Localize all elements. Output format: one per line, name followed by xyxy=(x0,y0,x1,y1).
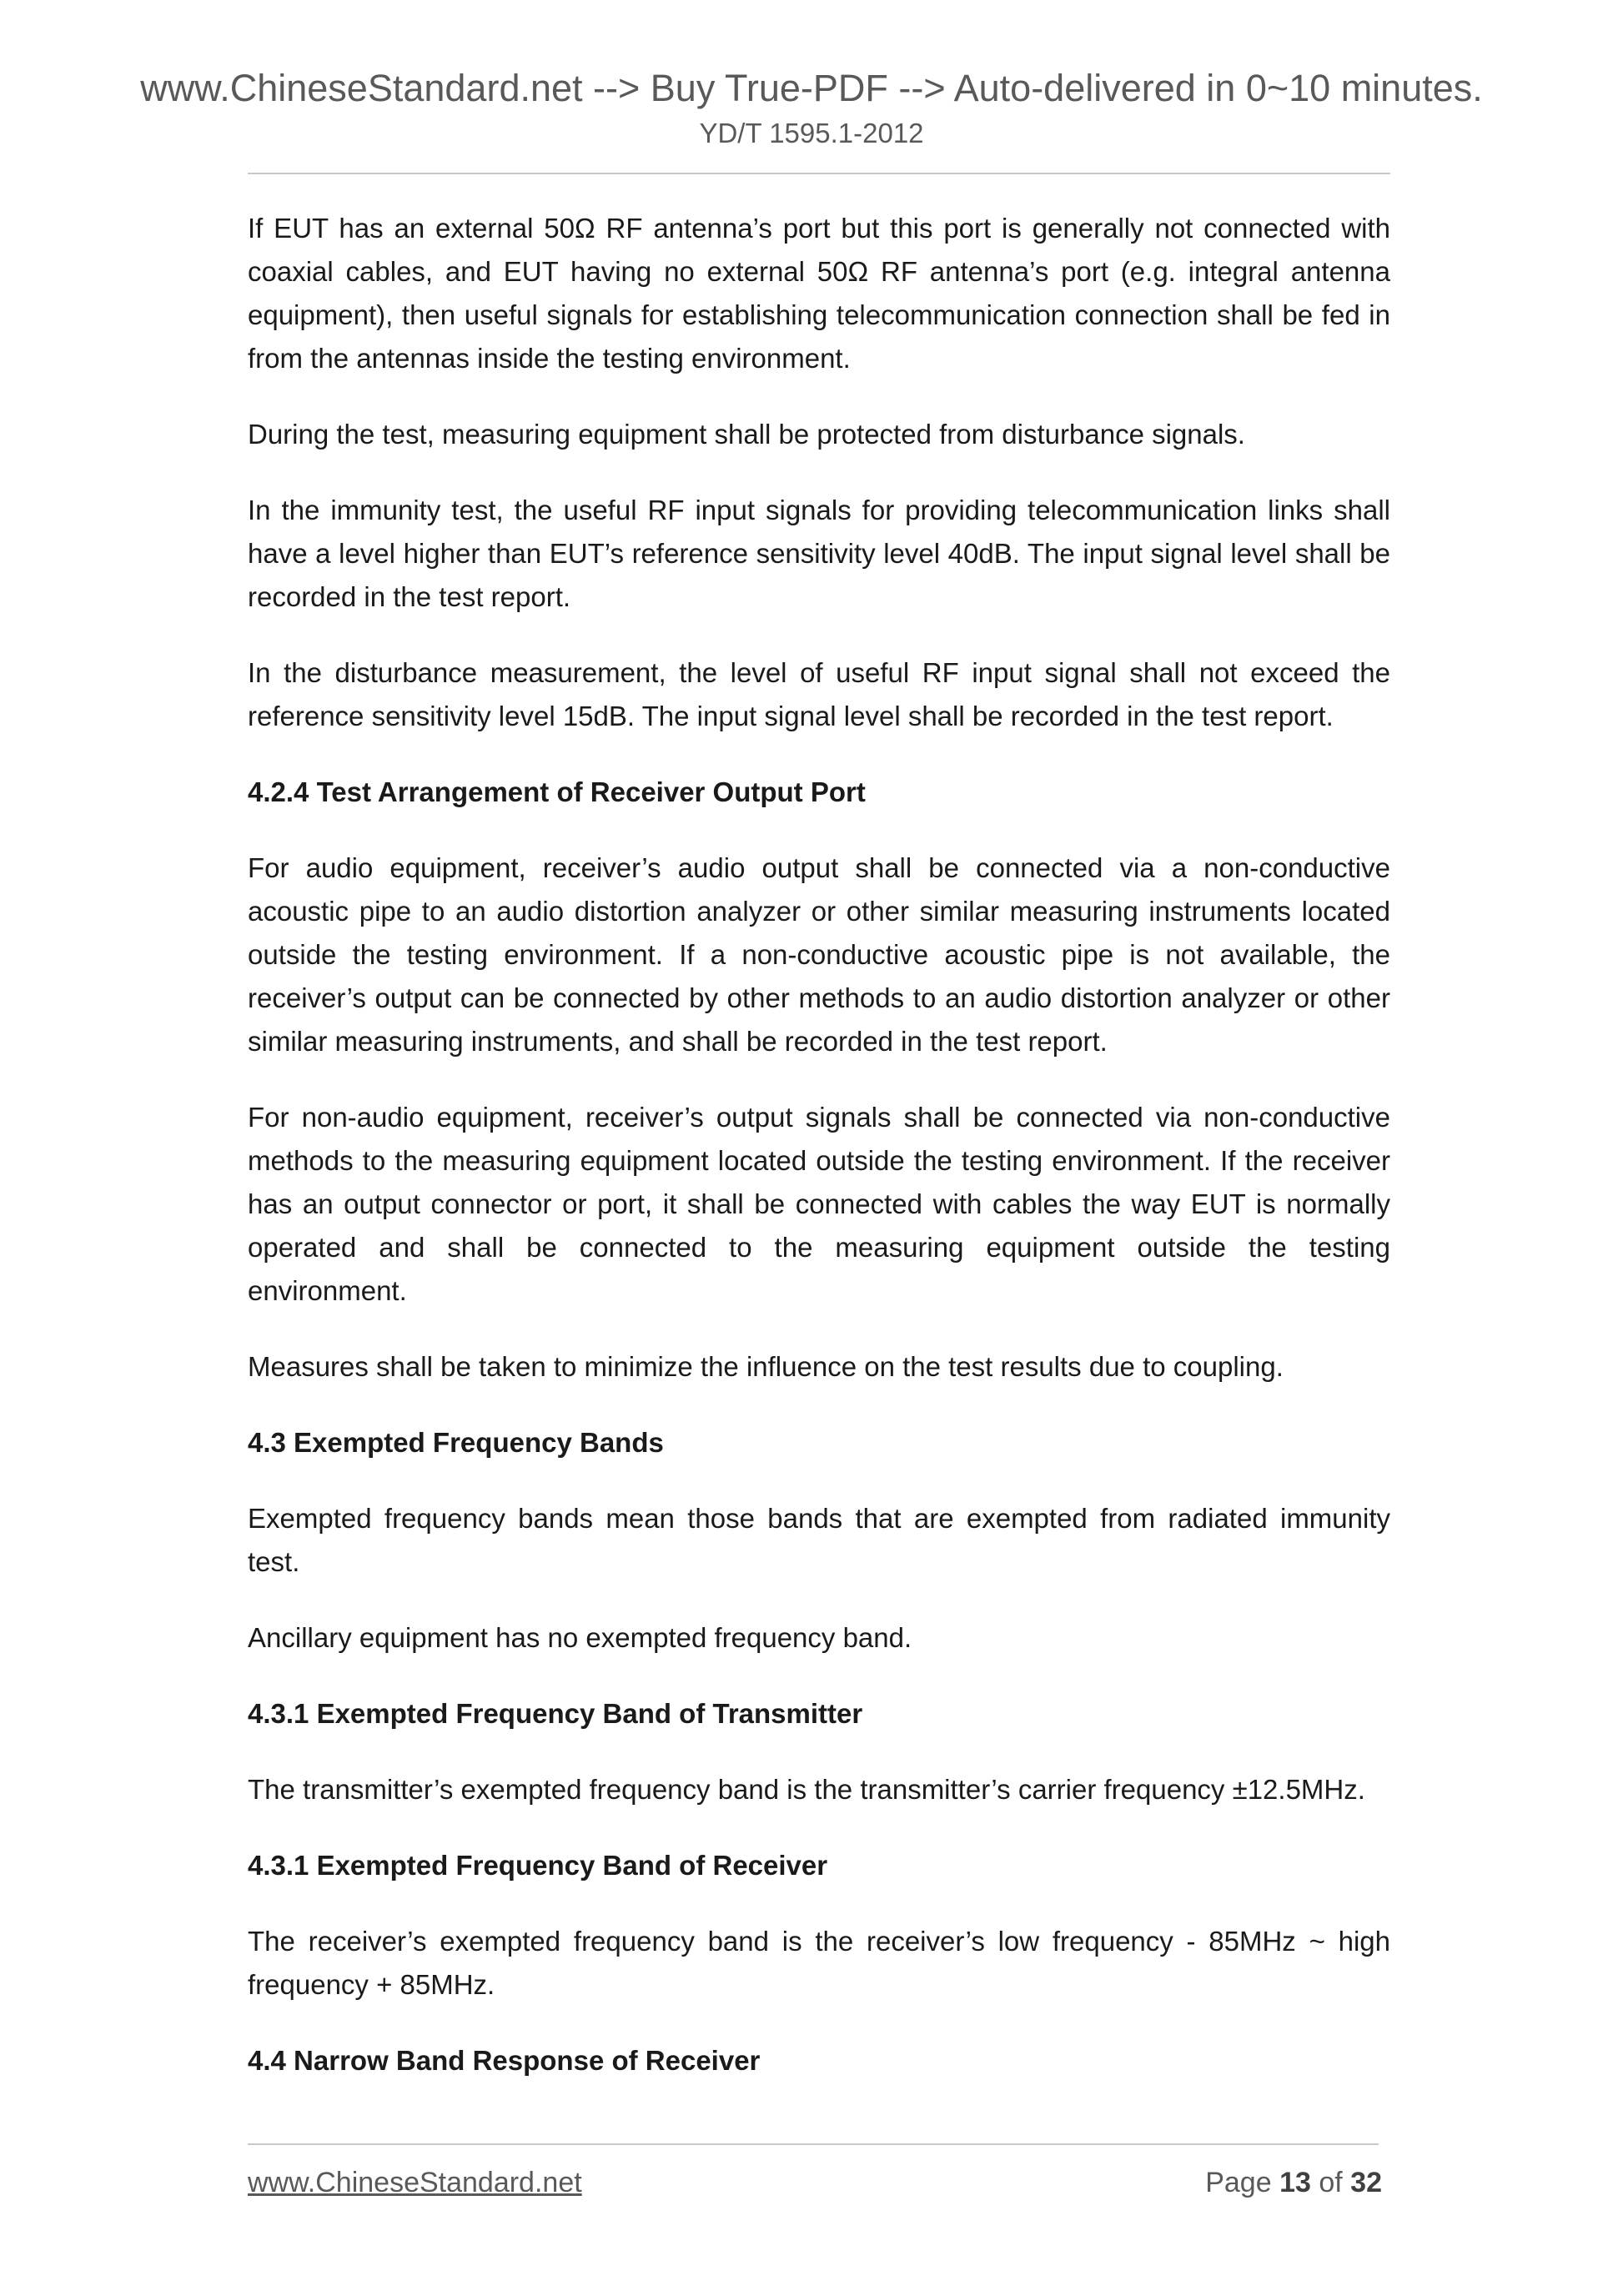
paragraph-receiver-band: The receiver’s exempted frequency band is the receiver’s low frequency - 85MHz ~ high frequency + 85MHz. xyxy=(248,1926,1390,2000)
section-heading-4-2-4: 4.2.4 Test Arrangement of Receiver Output Port xyxy=(248,776,866,807)
page-current: 13 xyxy=(1279,2167,1311,2198)
footer-site-link[interactable]: www.ChineseStandard.net xyxy=(248,2167,582,2198)
paragraph-audio-equipment: For audio equipment, receiver’s audio output shall be connected via a non-conductive acoustic pipe to an audio distortion analyzer or other similar measuring instruments located outside the testing environment. If a non-conductive acoustic pipe is not available, the receiver’s output can be connected by other methods to an audio distortion analyzer or other similar measuring instruments, and shall be recorded in the test report. xyxy=(248,852,1390,1057)
paragraph-disturbance-measurement: In the disturbance measurement, the level of useful RF input signal shall not exceed the reference sensitivity level 15dB. The input signal level shall be recorded in the test report. xyxy=(248,657,1390,731)
paragraph-transmitter-band: The transmitter’s exempted frequency band is the transmitter’s carrier frequency ±12.5MHz. xyxy=(248,1774,1365,1805)
footer-divider xyxy=(248,2143,1379,2145)
section-heading-4-3: 4.3 Exempted Frequency Bands xyxy=(248,1427,664,1458)
paragraph-exempted-definition: Exempted frequency bands mean those bands that are exempted from radiated immunity test. xyxy=(248,1503,1390,1577)
paragraph-immunity-test: In the immunity test, the useful RF input signals for providing telecommunication links shall have a level higher than EUT’s reference sensitivity level 40dB. The input signal level shall be recorded in the test report. xyxy=(248,495,1390,612)
page-number xyxy=(1205,2164,1382,2201)
standard-code: YD/T 1595.1-2012 xyxy=(699,118,924,148)
section-heading-4-3-1-transmitter: 4.3.1 Exempted Frequency Band of Transmitter xyxy=(248,1698,863,1729)
page-body xyxy=(248,207,1390,2115)
section-heading-4-4: 4.4 Narrow Band Response of Receiver xyxy=(248,2045,761,2076)
header-divider xyxy=(248,173,1390,174)
paragraph-antenna-port: If EUT has an external 50Ω RF antenna’s port but this port is generally not connected with coaxial cables, and EUT having no external 50Ω RF antenna’s port (e.g. integral antenna equipment), then useful signals for establishing telecommunication connection shall be fed in from the antennas inside the testing environment. xyxy=(248,213,1390,374)
paragraph-coupling: Measures shall be taken to minimize the influence on the test results due to coupling. xyxy=(248,1351,1284,1382)
paragraph-non-audio-equipment: For non-audio equipment, receiver’s output signals shall be connected via non-conductive methods to the measuring equipment located outside the testing environment. If the receiver has an output connector or port, it shall be connected with cables the way EUT is normally operated and shall be connected to the measuring equipment outside the testing environment. xyxy=(248,1102,1390,1306)
header-banner: www.ChineseStandard.net --> Buy True-PDF --> Auto-delivered in 0~10 minutes. xyxy=(140,67,1483,109)
page-word: Page xyxy=(1205,2167,1272,2198)
section-heading-4-3-1-receiver: 4.3.1 Exempted Frequency Band of Receiver xyxy=(248,1850,828,1881)
paragraph-measuring-protection: During the test, measuring equipment shall be protected from disturbance signals. xyxy=(248,419,1245,450)
page-of-word: of xyxy=(1319,2167,1343,2198)
paragraph-ancillary-equipment: Ancillary equipment has no exempted frequency band. xyxy=(248,1622,912,1653)
page-total: 32 xyxy=(1350,2167,1382,2198)
